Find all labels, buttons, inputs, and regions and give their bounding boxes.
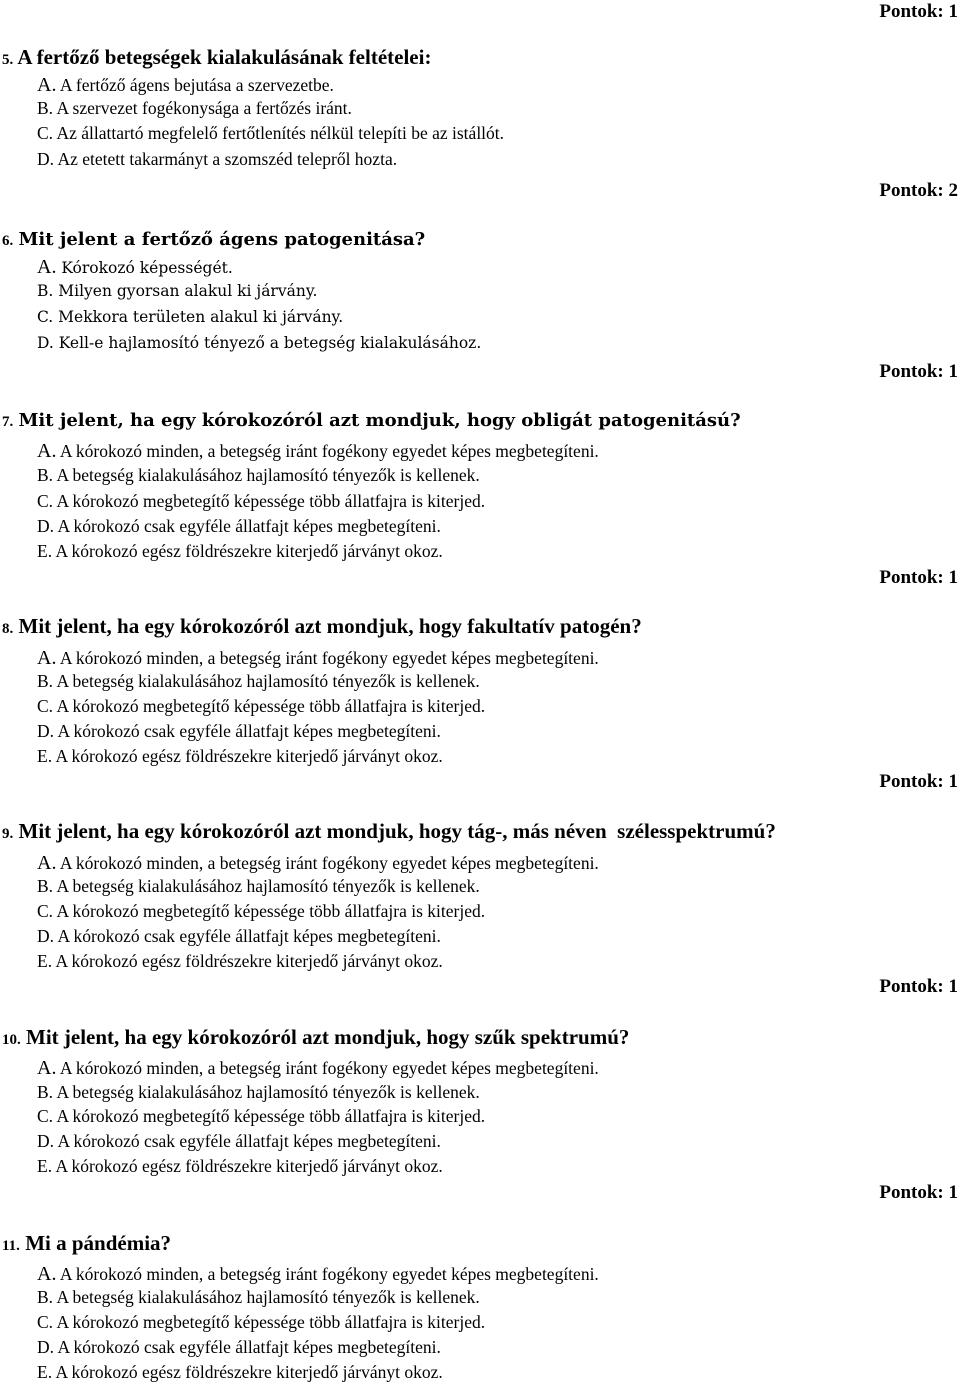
option: D. A kórokozó csak egyféle állatfajt képes megbetegíteni. [37,926,441,946]
option: C. Mekkora területen alakul ki járvány. [37,308,344,326]
option: A. A kórokozó minden, a betegség iránt fogékony egyedet képes megbetegíteni. [37,852,599,874]
option: D. Az etetett takarmányt a szomszéd telepről hozta. [37,149,398,169]
question-5-title [2,47,431,68]
option: A. A kórokozó minden, a betegség iránt fogékony egyedet képes megbetegíteni. [37,1057,599,1079]
option: D. A kórokozó csak egyféle állatfajt képes megbetegíteni. [37,1131,441,1151]
question-number: 11. [2,1238,20,1254]
points-q10: Pontok: 1 [879,976,958,997]
option: C. A kórokozó megbetegítő képessége több állatfajra is kiterjed. [37,1106,486,1126]
points-q11: Pontok: 1 [879,1182,958,1203]
points-q7: Pontok: 1 [879,361,958,382]
points-q6: Pontok: 2 [879,180,958,201]
question-9-title [2,821,776,842]
question-number: 6. [2,233,14,249]
option: B. A betegség kialakulásához hajlamosító tényezők is kellenek. [37,671,480,691]
option: B. A betegség kialakulásához hajlamosító tényezők is kellenek. [37,876,480,896]
question-text: Mit jelent, ha egy kórokozóról azt mondjuk, hogy szűk spektrumú? [26,1025,630,1049]
option: C. A kórokozó megbetegítő képessége több állatfajra is kiterjed. [37,696,486,716]
option: B. A betegség kialakulásához hajlamosító tényezők is kellenek. [37,1082,480,1102]
option: C. A kórokozó megbetegítő képessége több állatfajra is kiterjed. [37,491,486,511]
option: A. A fertőző ágens bejutása a szervezetbe. [37,74,334,96]
option: A. Kórokozó képességét. [37,256,233,278]
question-text: Mit jelent, ha egy kórokozóról azt mondjuk, hogy obligát patogenitású? [18,410,741,431]
question-number: 7. [2,414,14,430]
option: E. A kórokozó egész földrészekre kiterjedő járványt okoz. [37,1362,443,1382]
points-q8: Pontok: 1 [879,567,958,588]
option: D. A kórokozó csak egyféle állatfajt képes megbetegíteni. [37,1337,441,1357]
question-8-title [2,616,642,637]
question-number: 9. [2,826,14,842]
option: E. A kórokozó egész földrészekre kiterjedő járványt okoz. [37,541,443,561]
option: E. A kórokozó egész földrészekre kiterjedő járványt okoz. [37,951,443,971]
question-text: Mit jelent a fertőző ágens patogenitása? [18,229,426,250]
option: A. A kórokozó minden, a betegség iránt fogékony egyedet képes megbetegíteni. [37,647,599,669]
option: D. Kell-e hajlamosító tényező a betegség kialakulásához. [37,334,482,352]
option: C. Az állattartó megfelelő fertőtlenítés nélkül telepíti be az istállót. [37,123,505,143]
question-text: Mit jelent, ha egy kórokozóról azt mondjuk, hogy tág-, más néven szélesspektrumú? [18,819,776,843]
option: B. Milyen gyorsan alakul ki járvány. [37,282,318,300]
question-number: 10. [2,1032,21,1048]
question-text: Mi a pándémia? [25,1231,172,1255]
question-11-title [2,1233,171,1254]
option: A. A kórokozó minden, a betegség iránt fogékony egyedet képes megbetegíteni. [37,440,599,462]
option: D. A kórokozó csak egyféle állatfajt képes megbetegíteni. [37,516,441,536]
question-7-title [2,409,741,430]
option: B. A betegség kialakulásához hajlamosító tényezők is kellenek. [37,465,480,485]
question-6-title [2,228,425,249]
points-q5: Pontok: 1 [879,1,958,22]
points-q9: Pontok: 1 [879,771,958,792]
option: A. A kórokozó minden, a betegség iránt fogékony egyedet képes megbetegíteni. [37,1263,599,1285]
question-number: 5. [2,52,14,68]
question-text: A fertőző betegségek kialakulásának feltételei: [17,45,432,69]
option: C. A kórokozó megbetegítő képessége több állatfajra is kiterjed. [37,1312,486,1332]
option: E. A kórokozó egész földrészekre kiterjedő járványt okoz. [37,746,443,766]
option: C. A kórokozó megbetegítő képessége több állatfajra is kiterjed. [37,901,486,921]
option: B. A betegség kialakulásához hajlamosító tényezők is kellenek. [37,1287,480,1307]
option: B. A szervezet fogékonysága a fertőzés iránt. [37,98,352,118]
question-text: Mit jelent, ha egy kórokozóról azt mondjuk, hogy fakultatív patogén? [18,614,642,638]
option: D. A kórokozó csak egyféle állatfajt képes megbetegíteni. [37,721,441,741]
question-number: 8. [2,621,14,637]
question-10-title [2,1027,629,1048]
option: E. A kórokozó egész földrészekre kiterjedő járványt okoz. [37,1156,443,1176]
